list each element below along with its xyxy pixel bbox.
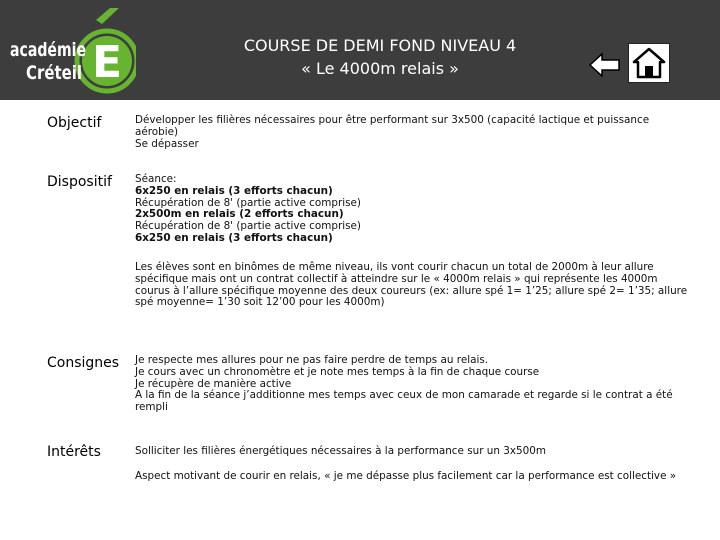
interets-content	[135, 446, 695, 458]
academie-creteil-logo	[6, 4, 136, 96]
title-line-1: COURSE DE DEMI FOND NIVEAU 4	[243, 36, 517, 55]
dispositif-line: 6x250 en relais (3 efforts chacun)	[135, 184, 333, 197]
label-interets: Intérêts	[47, 444, 101, 460]
consignes-line: Je cours avec un chronomètre et je note mes temps à la fin de chaque course	[135, 365, 540, 378]
consignes-line: Je respecte mes allures pour ne pas faire perdre de temps au relais.	[135, 354, 489, 366]
logo-letter: E	[91, 37, 123, 88]
dispositif-line: 2x500m en relais (2 efforts chacun)	[135, 208, 344, 221]
logo-text-line2: Créteil	[26, 62, 82, 84]
home-button[interactable]	[628, 43, 670, 83]
dispositif-paragraph: Les élèves sont en binômes de même niveau, ils vont courir chacun un total de 2000m à leur allure spécifique mais ont un contrat collectif à atteindre sur le « 4000m relais » qui représente les 4000m courus à l’allure spécifique moyenne des deux coureurs (ex: allure spé 1= 1’25; allure spé 2= 1’35; allure spé moyenne= 1’30 soit 12’00 pour les 4000m)	[135, 261, 688, 309]
objectif-line: Développer les filières nécessaires pour être performant sur 3x500 (capacité lactique et puissance aérobie)	[135, 114, 650, 138]
logo-text-line1: académie	[10, 39, 86, 61]
label-dispositif: Dispositif	[47, 174, 112, 190]
title-line-2: « Le 4000m relais »	[301, 59, 459, 78]
home-icon	[632, 47, 666, 79]
header-bar	[0, 0, 720, 100]
objectif-line: Se dépasser	[135, 137, 199, 150]
consignes-content	[135, 355, 695, 414]
interets-paragraph: Aspect motivant de courir en relais, « je me dépasse plus facilement car la performance est collective »	[135, 470, 677, 482]
dispositif-line: Récupération de 8' (partie active comprise)	[135, 196, 361, 209]
consignes-line: A la fin de la séance j’additionne mes temps avec ceux de mon camarade et regarde si le contrat a été rempli	[135, 389, 673, 414]
dispositif-line: Récupération de 8' (partie active comprise)	[135, 220, 361, 233]
objectif-content	[135, 115, 695, 150]
back-button[interactable]	[588, 52, 622, 78]
dispositif-content	[135, 174, 695, 245]
consignes-line: Je récupère de manière active	[135, 377, 292, 390]
label-objectif: Objectif	[47, 115, 102, 131]
page-title	[180, 34, 580, 80]
dispositif-line: Séance:	[135, 173, 177, 185]
label-consignes: Consignes	[47, 355, 120, 371]
arrow-left-icon	[588, 52, 622, 78]
interets-line: Solliciter les filières énergétiques nécessaires à la performance sur un 3x500m	[135, 445, 546, 457]
dispositif-line: 6x250 en relais (3 efforts chacun)	[135, 231, 333, 244]
